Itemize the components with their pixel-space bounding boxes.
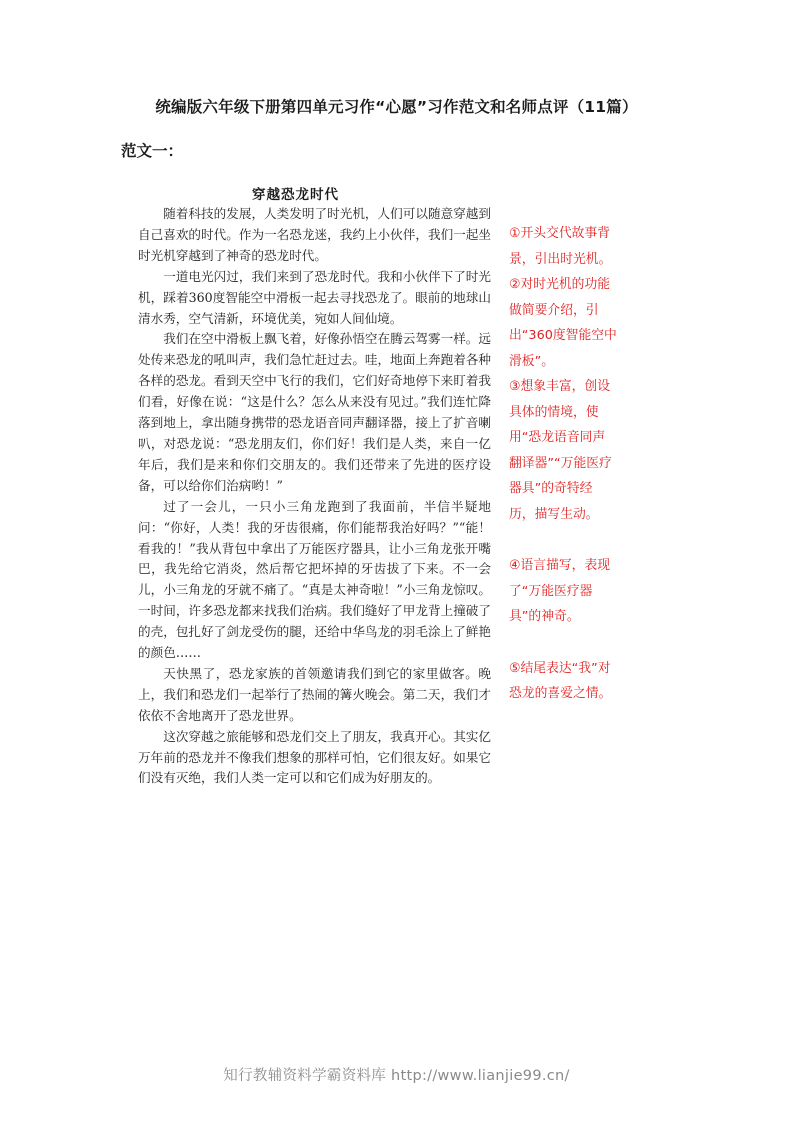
footer-watermark: 知行教辅资料学霸资料库 http://www.lianjie99.cn/ — [223, 1068, 570, 1084]
essay-body — [138, 204, 491, 789]
essay-paragraph: 一道电光闪过，我们来到了恐龙时代。我和小伙伴下了时光机，踩着360度智能空中滑板一起去寻找恐龙了。眼前的地球山清水秀，空气清新，环境优美，宛如人间仙境。 — [138, 268, 491, 326]
comment-note: ④语言描写，表现了“万能医疗器具”的神奇。 — [509, 558, 611, 624]
comment-note: ③想象丰富，创设具体的情境，使用“恐龙语音同声翻译器”“万能医疗器具”的奇特经历，描写生动。 — [509, 379, 612, 522]
essay-title: 穿越恐龙时代 — [252, 187, 339, 203]
essay-paragraph: 这次穿越之旅能够和恐龙们交上了朋友，我真开心。其实亿万年前的恐龙并不像我们想象的那样可怕，它们很友好。如果它们没有灭绝，我们人类一定可以和它们成为好朋友的。 — [138, 728, 491, 786]
essay-paragraph: 过了一会儿，一只小三角龙跑到了我面前，半信半疑地问：“你好，人类！我的牙齿很痛，你们能帮我治好吗？”“能！看我的！”我从背包中拿出了万能医疗器具，让小三角龙张开嘴巴，我先给它消炎，然后帮它把坏掉的牙齿拔了下来。不一会儿，小三角龙的牙就不痛了。“真是太神奇啦！”小三角龙惊叹。一时间，许多恐龙都来找我们治病。我们缝好了甲龙背上撞破了的壳，包扎好了剑龙受伤的腿，还给中华鸟龙的羽毛涂上了鲜艳的颜色…… — [138, 498, 491, 661]
teacher-comments — [509, 221, 617, 707]
section-heading: 范文一： — [121, 142, 184, 160]
comment-note: ⑤结尾表达“我”对恐龙的喜爱之情。 — [509, 660, 612, 701]
comment-note: ②对时光机的功能做简要介绍，引出“360度智能空中滑板”。 — [509, 277, 617, 369]
document-title: 统编版六年级下册第四单元习作“心愿”习作范文和名师点评（11篇） — [155, 98, 638, 116]
essay-paragraph: 随着科技的发展，人类发明了时光机，人们可以随意穿越到自己喜欢的时代。作为一名恐龙迷，我约上小伙伴，我们一起坐时光机穿越到了神奇的恐龙时代。 — [138, 206, 491, 263]
essay-paragraph: 我们在空中滑板上飘飞着，好像孙悟空在腾云驾雾一样。远处传来恐龙的吼叫声，我们急忙赶过去。哇，地面上奔跑着各种各样的恐龙。看到天空中飞行的我们，它们好奇地停下来盯着我们看，好像在说：“这是什么？怎么从来没有见过。”我们连忙降落到地上，拿出随身携带的恐龙语音同声翻译器，接上了扩音喇叭，对恐龙说：“恐龙朋友们，你们好！我们是人类，来自一亿年后，我们是来和你们交朋友的。我们还带来了先进的医疗设备，可以给你们治病哟！” — [138, 331, 491, 493]
comment-note: ①开头交代故事背景，引出时光机。 — [509, 226, 612, 267]
essay-paragraph: 天快黑了，恐龙家族的首领邀请我们到它的家里做客。晚上，我们和恐龙们一起举行了热闹的篝火晚会。第二天，我们才依依不舍地离开了恐龙世界。 — [138, 665, 491, 723]
